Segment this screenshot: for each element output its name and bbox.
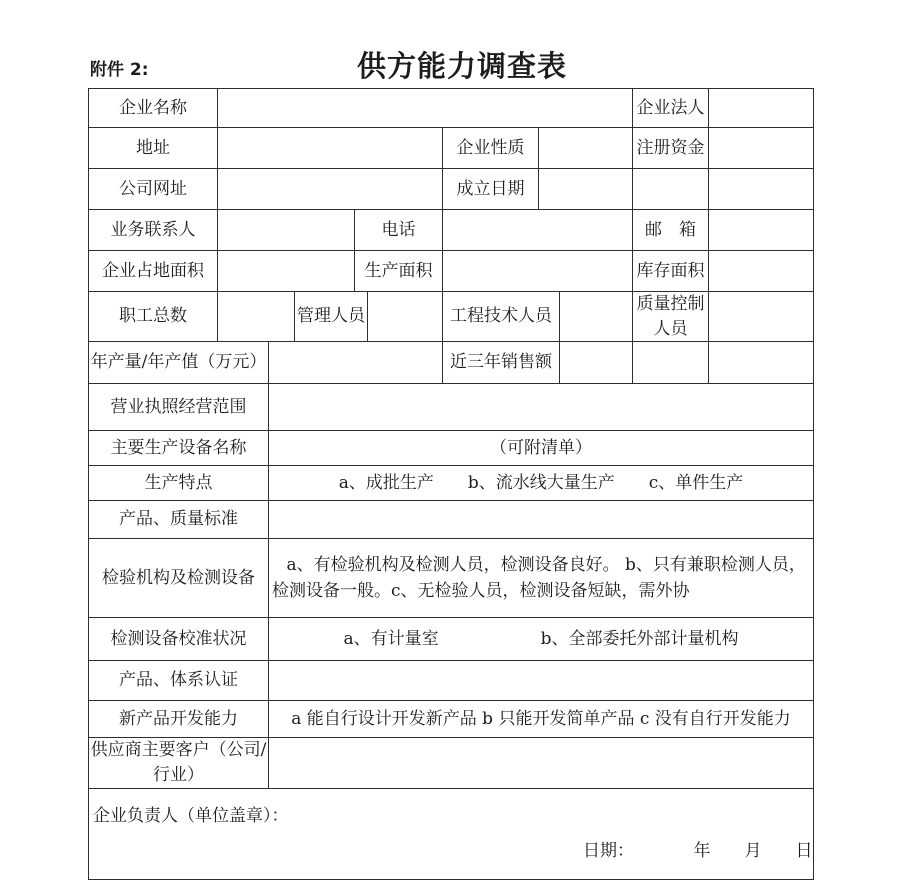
production-area-field [443,251,633,292]
row-calibration [89,618,814,661]
attachment-label: 附件 2: [90,60,149,80]
inspection-options-line1: a、有检验机构及检测人员，检测设备良好。 b、只有兼职检测人员， [286,554,806,575]
annual-output-label: 年产量/年产值（万元） [89,342,269,384]
phone-label: 电话 [355,210,443,251]
row-contact [89,210,814,251]
main-equipment-note: （可附清单） [269,431,814,466]
land-area-label: 企业占地面积 [89,251,218,292]
row-signature [89,788,814,879]
company-nature-label: 企业性质 [443,128,539,169]
calibration-label: 检测设备校准状况 [89,618,269,661]
production-type-label: 生产特点 [89,466,269,501]
total-staff-field [218,292,295,342]
empty-cell [633,169,709,210]
development-options: a 能自行设计开发新产品 b 只能开发简单产品 c 没有自行开发能力 [269,701,814,738]
production-type-options: a、成批生产 b、流水线大量生产 c、单件生产 [269,466,814,501]
company-name-label: 企业名称 [89,89,218,128]
address-label: 地址 [89,128,218,169]
legal-person-field [709,89,814,128]
row-license-scope [89,384,814,431]
main-equipment-label: 主要生产设备名称 [89,431,269,466]
email-field [709,210,814,251]
signature-label: 企业负责人（单位盖章）： [93,805,289,826]
signature-cell [89,788,814,879]
development-label: 新产品开发能力 [89,701,269,738]
founding-date-field [539,169,633,210]
address-field [218,128,443,169]
registered-capital-label: 注册资金 [633,128,709,169]
recent-sales-field-2 [633,342,709,384]
date-line: 日期： 年 月 日 [583,840,813,861]
inspection-options [269,539,814,618]
quality-standard-field [269,501,814,539]
company-name-field [218,89,633,128]
certification-label: 产品、体系认证 [89,661,269,701]
business-contact-label: 业务联系人 [89,210,218,251]
annual-output-field [269,342,443,384]
row-company-name [89,89,814,128]
founding-date-label: 成立日期 [443,169,539,210]
management-staff-label: 管理人员 [295,292,368,342]
quality-standard-label: 产品、质量标准 [89,501,269,539]
qc-staff-label: 质量控制人员 [633,292,709,342]
row-output [89,342,814,384]
land-area-field [218,251,355,292]
total-staff-label: 职工总数 [89,292,218,342]
business-contact-field [218,210,355,251]
main-customers-label: 供应商主要客户（公司/行业） [89,738,269,788]
inspection-options-line2: 检测设备一般。c、无检验人员，检测设备短缺，需外协 [272,581,690,602]
row-main-customers [89,738,814,788]
row-main-equipment [89,431,814,466]
inspection-label: 检验机构及检测设备 [89,539,269,618]
row-website [89,169,814,210]
recent-sales-field-1 [560,342,633,384]
row-development [89,701,814,738]
storage-area-field [709,251,814,292]
qc-staff-field [709,292,814,342]
empty-cell [709,169,814,210]
row-certification [89,661,814,701]
row-inspection [89,539,814,618]
management-staff-field [368,292,443,342]
website-label: 公司网址 [89,169,218,210]
phone-field [443,210,633,251]
main-customers-field [269,738,814,788]
row-area [89,251,814,292]
company-nature-field [539,128,633,169]
storage-area-label: 库存面积 [633,251,709,292]
license-scope-label: 营业执照经营范围 [89,384,269,431]
production-area-label: 生产面积 [355,251,443,292]
page-title: 供方能力调查表 [356,49,567,83]
website-field [218,169,443,210]
email-label: 邮 箱 [633,210,709,251]
recent-sales-field-3 [709,342,814,384]
engineering-staff-field [560,292,633,342]
registered-capital-field [709,128,814,169]
legal-person-label: 企业法人 [633,89,709,128]
recent-sales-label: 近三年销售额 [443,342,560,384]
document-header [0,0,900,88]
row-address [89,128,814,169]
certification-field [269,661,814,701]
supplier-survey-table [88,88,814,880]
row-production-type [89,466,814,501]
calibration-options: a、有计量室 b、全部委托外部计量机构 [269,618,814,661]
row-quality-standard [89,501,814,539]
row-staff [89,292,814,342]
engineering-staff-label: 工程技术人员 [443,292,560,342]
license-scope-field [269,384,814,431]
